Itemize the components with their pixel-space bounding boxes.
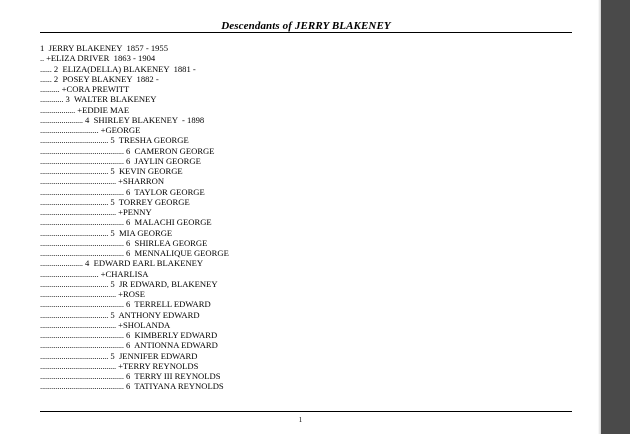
list-item <box>40 197 580 207</box>
list-item <box>40 330 580 340</box>
footer-rule <box>40 411 572 412</box>
indent-leader: ........................................... <box>40 237 124 248</box>
list-item <box>40 146 580 156</box>
list-item <box>40 207 580 217</box>
entry-text: 6 ANTIONNA EDWARD <box>125 340 218 351</box>
list-item <box>40 340 580 350</box>
entry-text: 5 MIA GEORGE <box>110 227 173 238</box>
entry-text: 5 JR EDWARD, BLAKENEY <box>110 278 218 289</box>
indent-leader: ................................... <box>40 309 109 320</box>
entry-text: +ROSE <box>118 289 145 299</box>
entry-text: 6 TERRELL EDWARD <box>125 299 211 310</box>
header-rule <box>40 32 572 33</box>
list-item <box>40 248 580 258</box>
entry-text: +EDDIE MAE <box>77 104 130 115</box>
list-item <box>40 125 580 135</box>
indent-leader: ...................... <box>40 258 83 269</box>
entry-text: 2 ELIZA(DELLA) BLAKENEY 1881 - <box>53 63 196 74</box>
list-item <box>40 115 580 125</box>
list-item <box>40 320 580 330</box>
list-item <box>40 217 580 227</box>
list-item <box>40 166 580 176</box>
entry-text: 5 TRESHA GEORGE <box>110 135 189 146</box>
indent-leader: ............ <box>40 94 64 105</box>
entry-text: +SHOLANDA <box>118 319 171 330</box>
entry-text: +GEORGE <box>100 125 141 135</box>
entry-text: +PENNY <box>118 207 152 217</box>
indent-leader: ....................................... <box>40 360 116 371</box>
indent-leader: ................................... <box>40 350 109 361</box>
list-item <box>40 84 580 94</box>
indent-leader: ...... <box>40 73 52 84</box>
entry-text: 5 TORREY GEORGE <box>110 196 190 207</box>
document-title: Descendants of JERRY BLAKENEY <box>221 20 391 32</box>
entry-text: 5 JENNIFER EDWARD <box>110 350 198 361</box>
indent-leader: ........................................... <box>40 145 124 156</box>
entry-text: 1 JERRY BLAKENEY 1857 - 1955 <box>40 43 169 53</box>
indent-leader: ................................... <box>40 227 109 238</box>
entry-text: 6 TERRY III REYNOLDS <box>125 371 221 381</box>
indent-leader: .. <box>40 53 44 64</box>
indent-leader: ........................................... <box>40 248 124 258</box>
list-item <box>40 156 580 166</box>
entry-text: 4 SHIRLEY BLAKENEY - 1898 <box>85 114 205 125</box>
indent-leader: ....................................... <box>40 289 116 299</box>
page-number: 1 <box>298 416 303 424</box>
indent-leader: ....................................... <box>40 207 116 217</box>
list-item <box>40 258 580 268</box>
entry-text: 4 EDWARD EARL BLAKENEY <box>85 258 204 269</box>
list-item <box>40 64 580 74</box>
indent-leader: ....................................... <box>40 176 116 187</box>
entry-text: +TERRY REYNOLDS <box>118 360 199 371</box>
list-item <box>40 351 580 361</box>
entry-text: 6 CAMERON GEORGE <box>125 145 215 156</box>
indent-leader: ................................... <box>40 196 109 207</box>
list-item <box>40 43 580 53</box>
entry-text: 6 MENNALIQUE GEORGE <box>125 248 229 258</box>
indent-leader: ........................................... <box>40 217 124 228</box>
entry-text: 6 SHIRLEA GEORGE <box>125 237 208 248</box>
descendant-list <box>40 43 580 392</box>
list-item <box>40 74 580 84</box>
indent-leader: ........................................... <box>40 381 124 392</box>
indent-leader: ...... <box>40 63 52 74</box>
viewer-background <box>601 0 630 434</box>
entry-text: +ELIZA DRIVER 1863 - 1904 <box>46 53 156 64</box>
indent-leader: ........................................... <box>40 299 124 310</box>
indent-leader: .......... <box>40 84 60 94</box>
list-item <box>40 105 580 115</box>
indent-leader: ........................................... <box>40 186 124 197</box>
indent-leader: ........................................... <box>40 330 124 340</box>
list-item <box>40 269 580 279</box>
entry-text: 5 ANTHONY EDWARD <box>110 309 200 320</box>
entry-text: 5 KEVIN GEORGE <box>110 166 183 176</box>
list-item <box>40 371 580 381</box>
list-item <box>40 289 580 299</box>
entry-text: 3 WALTER BLAKENEY <box>65 94 157 105</box>
entry-text: +SHARRON <box>118 176 165 187</box>
entry-text: 6 JAYLIN GEORGE <box>125 155 201 166</box>
list-item <box>40 94 580 104</box>
indent-leader: ....................................... <box>40 319 116 330</box>
indent-leader: ...................... <box>40 114 83 125</box>
indent-leader: ................................... <box>40 135 109 146</box>
indent-leader: ........................................... <box>40 371 124 381</box>
list-item <box>40 361 580 371</box>
list-item <box>40 135 580 145</box>
list-item <box>40 238 580 248</box>
list-item <box>40 299 580 309</box>
list-item <box>40 381 580 391</box>
entry-text: 6 KIMBERLY EDWARD <box>125 330 218 340</box>
indent-leader: ................................... <box>40 166 109 176</box>
list-item <box>40 310 580 320</box>
entry-text: 6 TAYLOR GEORGE <box>125 186 205 197</box>
list-item <box>40 53 580 63</box>
entry-text: +CORA PREWITT <box>61 84 130 94</box>
indent-leader: .............................. <box>40 268 99 279</box>
indent-leader: ................................... <box>40 278 109 289</box>
entry-text: 6 MALACHI GEORGE <box>125 217 212 228</box>
list-item <box>40 228 580 238</box>
indent-leader: ........................................... <box>40 155 124 166</box>
indent-leader: ........................................... <box>40 340 124 351</box>
list-item <box>40 279 580 289</box>
entry-text: 6 TATIYANA REYNOLDS <box>125 381 224 392</box>
indent-leader: .............................. <box>40 125 99 135</box>
list-item <box>40 176 580 186</box>
indent-leader: .................. <box>40 104 76 115</box>
entry-text: +CHARLISA <box>100 268 149 279</box>
entry-text: 2 POSEY BLAKNEY 1882 - <box>53 73 159 84</box>
list-item <box>40 187 580 197</box>
